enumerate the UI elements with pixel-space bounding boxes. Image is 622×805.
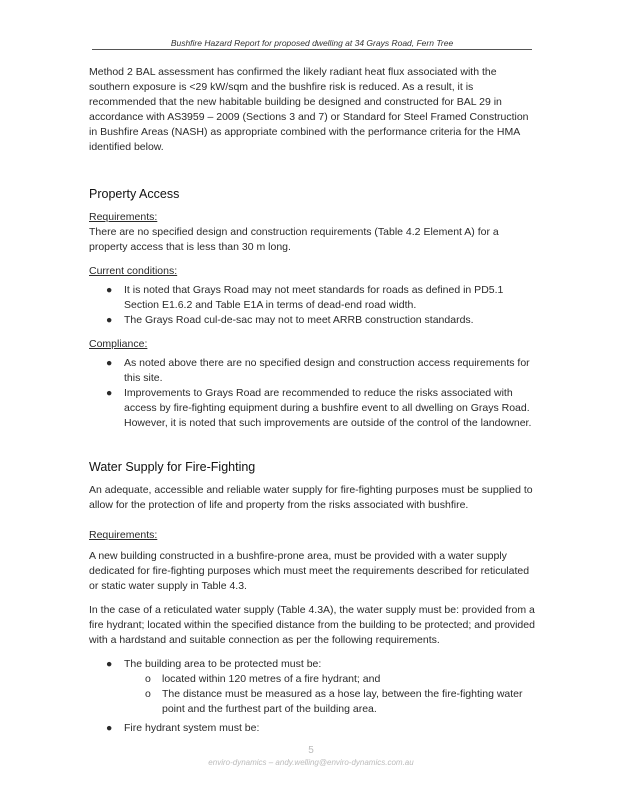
water-supply-intro: An adequate, accessible and reliable water supply for fire-fighting purposes must be supplied to allow for the protection of life and property from the risks associated with bushfire. xyxy=(89,484,533,511)
bullet-icon: ● xyxy=(106,387,113,399)
running-header: Bushfire Hazard Report for proposed dwelling at 34 Grays Road, Fern Tree xyxy=(170,38,454,48)
list-item: ● Improvements to Grays Road are recommended to reduce the risks associated with access by fire-fighting equipment during a bushfire event to all dwelling on Grays Road. However, it is noted that such improvements are outside of the control of the landowner. xyxy=(106,387,532,429)
footer-text: enviro-dynamics – andy.welling@enviro-dynamics.com.au xyxy=(208,758,414,767)
circle-bullet-icon: o xyxy=(145,673,151,685)
list-item: ● As noted above there are no specified design and construction access requirements for this site. xyxy=(106,357,530,384)
bullet-icon: ● xyxy=(106,314,113,326)
water-requirements-list xyxy=(89,657,535,736)
requirements-label: Requirements: xyxy=(89,211,158,223)
requirements-text: There are no specified design and construction requirements (Table 4.2 Element A) for a property access that is less than 30 m long. xyxy=(89,226,499,253)
current-conditions-list xyxy=(89,283,535,328)
current-conditions-label: Current conditions: xyxy=(89,265,178,277)
list-item: ● The Grays Road cul-de-sac may not to meet ARRB construction standards. xyxy=(106,314,474,326)
compliance-label: Compliance: xyxy=(89,338,148,350)
sub-list-item: o located within 120 metres of a fire hydrant; and xyxy=(145,673,381,685)
header-rule xyxy=(92,49,532,50)
bullet-icon: ● xyxy=(106,357,113,369)
water-supply-heading: Water Supply for Fire-Fighting xyxy=(89,460,256,474)
water-para-2: In the case of a reticulated water supply (Table 4.3A), the water supply must be: provided from a fire hydrant; located within the specified distance from the building to be protected; and provided with a hardstand and suitable connection as per the following requirements. xyxy=(89,604,535,646)
list-item: ● It is noted that Grays Road may not meet standards for roads as defined in PD5.1 Section E1.6.2 and Table E1A in terms of dead-end road width. xyxy=(106,284,504,311)
property-access-heading: Property Access xyxy=(89,187,180,201)
page-content xyxy=(89,65,535,736)
page-number: 5 xyxy=(308,745,314,756)
circle-bullet-icon: o xyxy=(145,688,151,700)
intro-paragraph: Method 2 BAL assessment has confirmed the likely radiant heat flux associated with the southern exposure is <29 kW/sqm and the bushfire risk is reduced. As a result, it is recommended that the new habitable building be designed and constructed for BAL 29 in accordance with AS3959 – 2009 (Sections 3 and 7) or Standard for Steel Framed Construction in Bushfire Areas (NASH) as appropriate combined with the performance criteria for the HMA identified below. xyxy=(89,66,529,153)
bullet-icon: ● xyxy=(106,284,113,296)
list-item: ● Fire hydrant system must be: xyxy=(106,722,260,734)
water-para-1: A new building constructed in a bushfire-prone area, must be provided with a water supply dedicated for fire-fighting purposes which must meet the requirements described for reticulated or static water supply in Table 4.3. xyxy=(89,550,530,592)
bullet-icon: ● xyxy=(106,722,113,734)
bullet-icon: ● xyxy=(106,658,113,670)
list-item: ● The building area to be protected must be: xyxy=(106,658,322,670)
water-requirements-label: Requirements: xyxy=(89,529,158,541)
sub-list-item: o The distance must be measured as a hose lay, between the fire-fighting water point and the furthest part of the building area. xyxy=(145,688,523,715)
compliance-list xyxy=(89,356,535,431)
